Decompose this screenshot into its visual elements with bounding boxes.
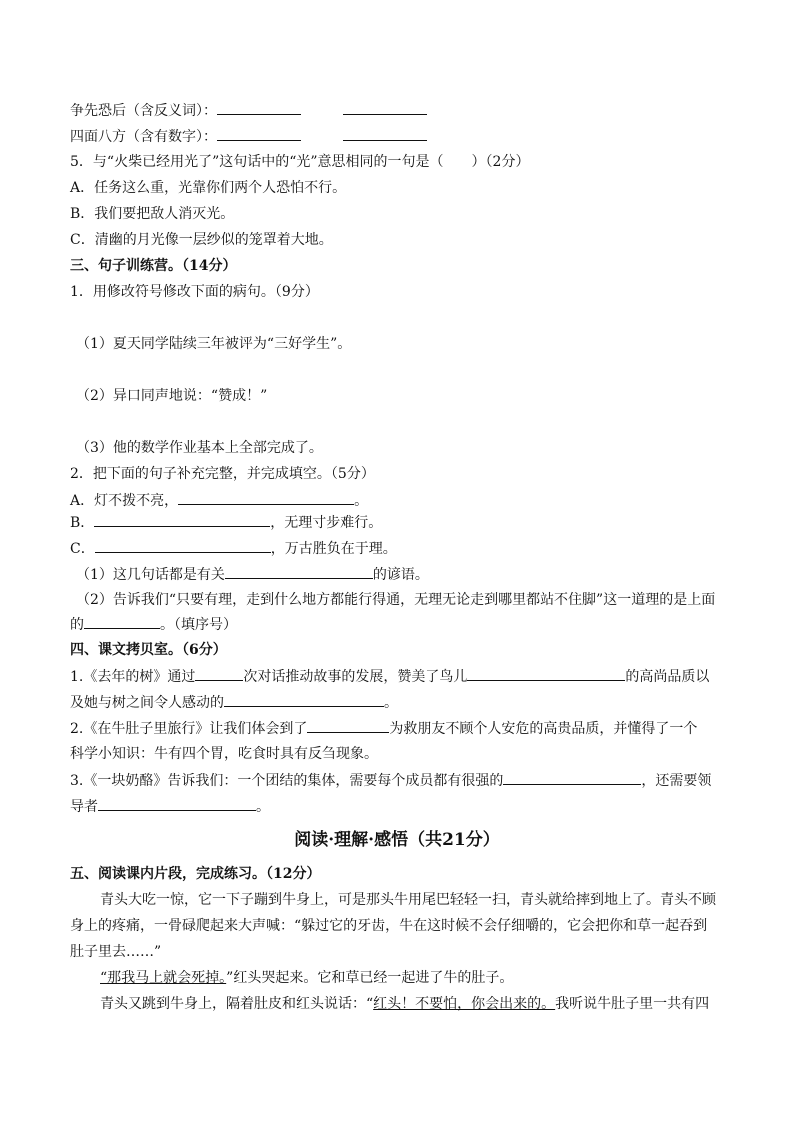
- reading-section-title: 阅读·理解·感悟（共21分）: [294, 830, 500, 850]
- answer-blank[interactable]: [95, 538, 271, 553]
- answer-blank[interactable]: [343, 100, 427, 115]
- underlined-sentence: “那我马上就会死掉。: [100, 970, 227, 986]
- answer-blank[interactable]: [84, 614, 160, 629]
- passage-p3: 青头又跳到牛身上，隔着肚皮和红头说话：“红头！不要怕，你会出来的。我听说牛肚子里一共有四: [100, 996, 710, 1012]
- answer-blank[interactable]: [94, 512, 270, 527]
- sec4-item3-line2: 导者 。: [70, 796, 270, 816]
- sec3-fill-2-line1: （2）告诉我们“只要有理，走到什么地方都能行得通，无理无论走到哪里都站不住脚”这一道理的是上面: [76, 592, 716, 608]
- sec4-item2-line1: 2.《在牛肚子里旅行》让我们体会到了 为救朋友不顾个人安危的高贵品质，并懂得了一个: [70, 718, 697, 738]
- section4-heading: 四、课文拷贝室。（6分）: [70, 642, 227, 658]
- q4-item1: 争先恐后（含反义词）：: [70, 100, 427, 120]
- passage-p1-line2: 身上的疼痛，一骨碌爬起来大声喊：“躲过它的牙齿，牛在这时候不会仔细嚼的，它会把你和草一起吞到: [70, 918, 708, 934]
- passage-p2: “那我马上就会死掉。”红头哭起来。它和草已经一起进了牛的肚子。: [100, 970, 514, 986]
- answer-blank[interactable]: [343, 126, 427, 141]
- q5-option-b: B．我们要把敌人消灭光。: [70, 206, 235, 222]
- sec3-fill-1: （1）这几句话都是有关 的谚语。: [76, 564, 429, 584]
- answer-blank[interactable]: [178, 490, 354, 505]
- q4-item2: 四面八方（含有数字）：: [70, 126, 427, 146]
- sec3-sentence-1: （1）夏天同学陆续三年被评为“三好学生”。: [76, 336, 352, 352]
- sec4-item1-line2: 及她与树之间令人感动的 。: [70, 692, 398, 712]
- section5-heading: 五、阅读课内片段，完成练习。（12分）: [70, 866, 321, 882]
- section3-heading: 三、句子训练营。（14分）: [70, 258, 237, 274]
- q5-stem: 5．与“火柴已经用光了”这句话中的“光”意思相同的一句是（ ）（2分）: [70, 154, 530, 170]
- sec3-item-a: A．灯不拨不亮， 。: [70, 490, 368, 510]
- sec3-sentence-2: （2）异口同声地说：“赞成！”: [76, 388, 268, 404]
- answer-blank[interactable]: [195, 666, 243, 681]
- sec3-item-c: C． ，万古胜负在于理。: [70, 538, 397, 558]
- sec3-sentence-3: （3）他的数学作业基本上全部完成了。: [76, 440, 323, 456]
- answer-blank[interactable]: [224, 692, 384, 707]
- answer-blank[interactable]: [98, 796, 256, 811]
- sec3-q2: 2．把下面的句子补充完整，并完成填空。（5分）: [70, 466, 375, 482]
- sec4-item3-line1: 3.《一块奶酪》告诉我们：一个团结的集体，需要每个成员都有很强的 ，还需要领: [70, 770, 711, 790]
- answer-blank[interactable]: [225, 564, 373, 579]
- answer-blank[interactable]: [467, 666, 625, 681]
- answer-blank[interactable]: [503, 770, 641, 785]
- answer-blank[interactable]: [217, 100, 301, 115]
- q5-option-a: A．任务这么重，光靠你们两个人恐怕不行。: [70, 180, 347, 196]
- q5-option-c: C．清幽的月光像一层纱似的笼罩着大地。: [70, 232, 333, 248]
- sec4-item2-line2: 科学小知识：牛有四个胃，吃食时具有反刍现象。: [70, 746, 378, 762]
- passage-p1-line1: 青头大吃一惊，它一下子蹦到牛身上，可是那头牛用尾巴轻轻一扫，青头就给摔到地上了。青头不顾: [100, 892, 716, 908]
- answer-blank[interactable]: [217, 126, 301, 141]
- answer-blank[interactable]: [307, 718, 389, 733]
- underlined-sentence: 红头！不要怕，你会出来的。: [373, 996, 556, 1012]
- sec3-item-b: B． ，无理寸步难行。: [70, 512, 382, 532]
- sec3-fill-2-line2: 的 。（填序号）: [70, 614, 237, 634]
- sec3-q1: 1．用修改符号修改下面的病句。（9分）: [70, 284, 319, 300]
- sec4-item1-line1: 1.《去年的树》通过 次对话推动故事的发展，赞美了鸟儿 的高尚品质以: [70, 666, 709, 686]
- passage-p1-line3: 肚子里去……”: [70, 944, 162, 960]
